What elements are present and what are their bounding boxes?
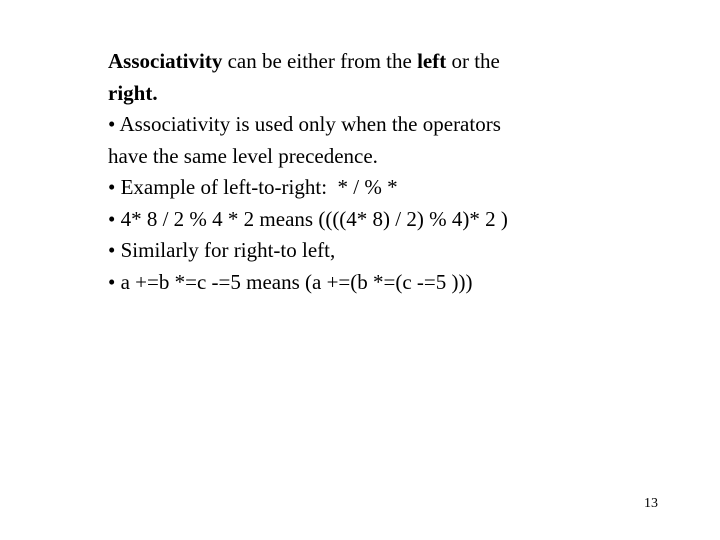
page-number: 13 [644,496,658,511]
bullet-usage: • Associativity is used only when the operators [108,112,501,136]
right-term: right. [108,80,158,105]
bullet-example-expression: • 4* 8 / 2 % 4 * 2 means ((((4* 8) / 2) % 4)* 2 ) [108,206,508,231]
right-term-line [108,78,608,110]
definition-text: can be either from the [222,49,418,73]
bullet-usage-continued: have the same level precedence. [108,143,378,168]
associativity-definition-line [108,46,608,78]
definition-text-end: or the [446,49,500,73]
slide-body [108,46,608,298]
left-term: left [417,49,447,73]
bullet-example-left-to-right: • Example of left-to-right: * / % * [108,175,398,199]
associativity-term: Associativity [108,49,223,73]
bullet-right-to-left: • Similarly for right-to left, [108,238,336,262]
bullet-right-to-left-example: • a +=b *=c -=5 means (a +=(b *=(c -=5 ))) [108,269,473,294]
